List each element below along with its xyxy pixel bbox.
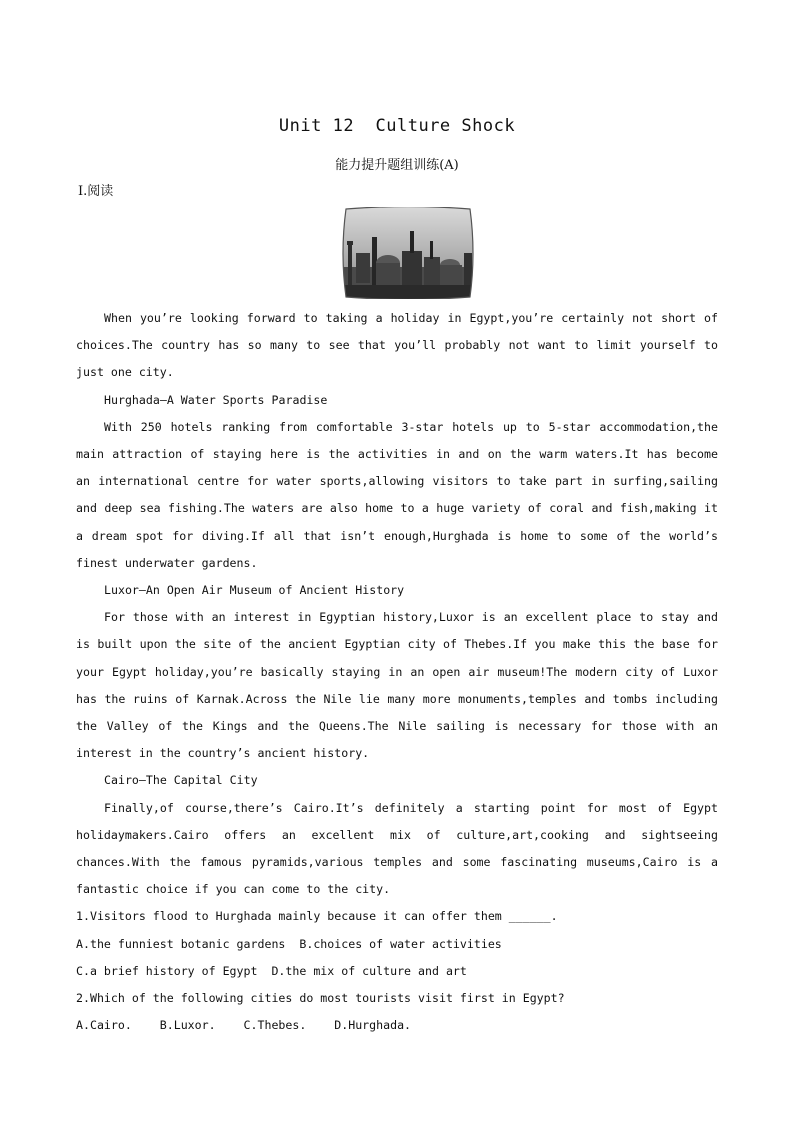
intro-paragraph: When you’re looking forward to taking a holiday in Egypt,you’re certainly not short of choices.The country has so many to see that you’ll probably not want to limit yourself to just one city. [76, 311, 718, 380]
question-1-options-line-1: A.the funniest botanic gardens B.choices of water activities [76, 936, 502, 951]
question-1-options-line-2: C.a brief history of Egypt D.the mix of culture and art [76, 963, 467, 978]
section-text-hurghada: With 250 hotels ranking from comfortable 3-star hotels up to 5-star accommodation,the main attraction of staying here is the activities in and on the warm waters.It has become an international centre for water sports,allowing visitors to take part in surfing,sailing and deep sea fishing.The waters are also home to a huge variety of coral and fish,making it a dream spot for diving.If all that isn’t enough,Hurghada is home to some of the world’s finest underwater gardens. [76, 419, 718, 570]
section-heading-hurghada: Hurghada—A Water Sports Paradise [104, 392, 328, 407]
cairo-skyline-photo [340, 207, 476, 299]
section-heading-cairo: Cairo—The Capital City [104, 773, 258, 788]
question-2-options-line-1: A.Cairo. B.Luxor. C.Thebes. D.Hurghada. [76, 1018, 412, 1033]
page-subtitle: 能力提升题组训练(A) [335, 158, 459, 173]
page-title: Unit 12 Culture Shock [278, 116, 516, 136]
section-text-cairo: Finally,of course,there’s Cairo.It’s definitely a starting point for most of Egypt holidaymakers.Cairo offers an excellent mix of culture,art,cooking and sightseeing chances.With the famous pyramids,various temples and some fascinating museums,Cairo is a fantastic choice if you can come to the city. [76, 800, 718, 897]
question-1-stem: 1.Visitors flood to Hurghada mainly because it can offer them ______. [76, 909, 558, 924]
section-text-luxor: For those with an interest in Egyptian history,Luxor is an excellent place to stay and is built upon the site of the ancient Egyptian city of Thebes.If you make this the base for your Egypt holiday,you’re basically staying in an open air museum!The modern city of Luxor has the ruins of Karnak.Across the Nile lie many more monuments,temples and tombs including the Valley of the Kings and the Queens.The Nile sailing is necessary for those with an interest in the country’s ancient history. [76, 610, 718, 761]
question-2-stem: 2.Which of the following cities do most tourists visit first in Egypt? [76, 991, 565, 1006]
reading-passage [76, 305, 718, 1039]
section-label: Ⅰ.阅读 [78, 184, 114, 199]
section-heading-luxor: Luxor—An Open Air Museum of Ancient History [104, 583, 405, 598]
